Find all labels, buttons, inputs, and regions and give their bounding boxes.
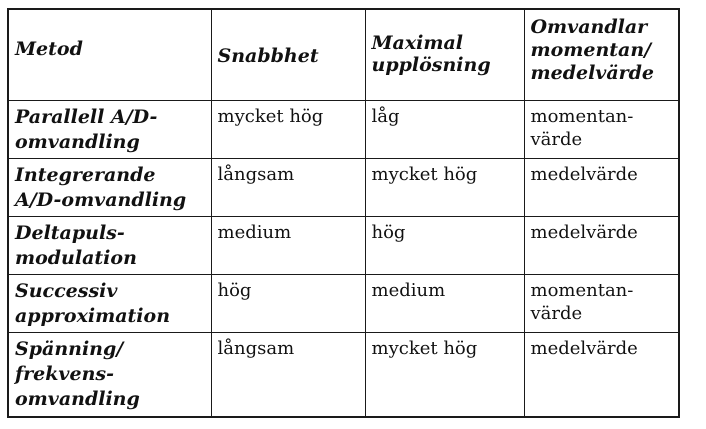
ad-conversion-comparison-table	[9, 10, 678, 416]
header-method	[9, 10, 211, 100]
comparison-table-frame	[7, 8, 680, 418]
resolution-value: hög	[371, 221, 406, 243]
method-line-2: frekvens-	[15, 362, 114, 385]
converts-cell	[524, 274, 678, 332]
table-row	[9, 158, 678, 216]
header-converts-line-2: momentan/	[530, 39, 652, 61]
method-line-2: approximation	[15, 304, 171, 327]
speed-cell	[211, 216, 365, 274]
method-line-2: omvandling	[15, 130, 140, 153]
speed-value: mycket hög	[217, 105, 324, 127]
method-line-1: Successiv	[15, 279, 118, 302]
speed-value: hög	[217, 279, 252, 301]
speed-cell	[211, 274, 365, 332]
converts-cell	[524, 158, 678, 216]
converts-cell	[524, 100, 678, 158]
method-line-1: Deltapuls-	[15, 221, 125, 244]
speed-value: medium	[217, 221, 292, 243]
method-cell	[9, 332, 211, 416]
header-speed	[211, 10, 365, 100]
converts-line-1: medelvärde	[530, 221, 638, 243]
method-line-2: A/D-omvandling	[15, 188, 187, 211]
converts-line-1: medelvärde	[530, 163, 638, 185]
method-line-3: omvandling	[15, 387, 140, 410]
header-converts-line-1: Omvandlar	[530, 16, 648, 38]
speed-value: långsam	[217, 163, 295, 185]
resolution-cell	[365, 274, 524, 332]
resolution-value: låg	[371, 105, 400, 127]
speed-value: långsam	[217, 337, 295, 359]
converts-line-2: värde	[530, 128, 583, 150]
table-row	[9, 274, 678, 332]
resolution-cell	[365, 158, 524, 216]
converts-cell	[524, 216, 678, 274]
speed-cell	[211, 158, 365, 216]
header-resolution	[365, 10, 524, 100]
resolution-cell	[365, 216, 524, 274]
converts-line-1: momentan-	[530, 105, 634, 127]
method-cell	[9, 100, 211, 158]
header-resolution-line-2: upplösning	[371, 54, 491, 76]
header-speed-text: Snabbhet	[217, 45, 319, 67]
header-resolution-line-1: Maximal	[371, 32, 464, 54]
resolution-cell	[365, 100, 524, 158]
header-method-text: Metod	[15, 38, 83, 60]
method-cell	[9, 158, 211, 216]
converts-line-1: momentan-	[530, 279, 634, 301]
resolution-cell	[365, 332, 524, 416]
resolution-value: mycket hög	[371, 337, 478, 359]
speed-cell	[211, 332, 365, 416]
method-line-1: Integrerande	[15, 163, 156, 186]
table-row	[9, 332, 678, 416]
header-converts	[524, 10, 678, 100]
speed-cell	[211, 100, 365, 158]
table-row	[9, 216, 678, 274]
resolution-value: mycket hög	[371, 163, 478, 185]
method-line-1: Spänning/	[15, 337, 124, 360]
resolution-value: medium	[371, 279, 446, 301]
converts-line-1: medelvärde	[530, 337, 638, 359]
method-cell	[9, 274, 211, 332]
table-row	[9, 100, 678, 158]
method-cell	[9, 216, 211, 274]
header-converts-line-3: medelvärde	[530, 62, 655, 84]
method-line-2: modulation	[15, 246, 137, 269]
header-row	[9, 10, 678, 100]
method-line-1: Parallell A/D-	[15, 105, 158, 128]
converts-cell	[524, 332, 678, 416]
converts-line-2: värde	[530, 302, 583, 324]
